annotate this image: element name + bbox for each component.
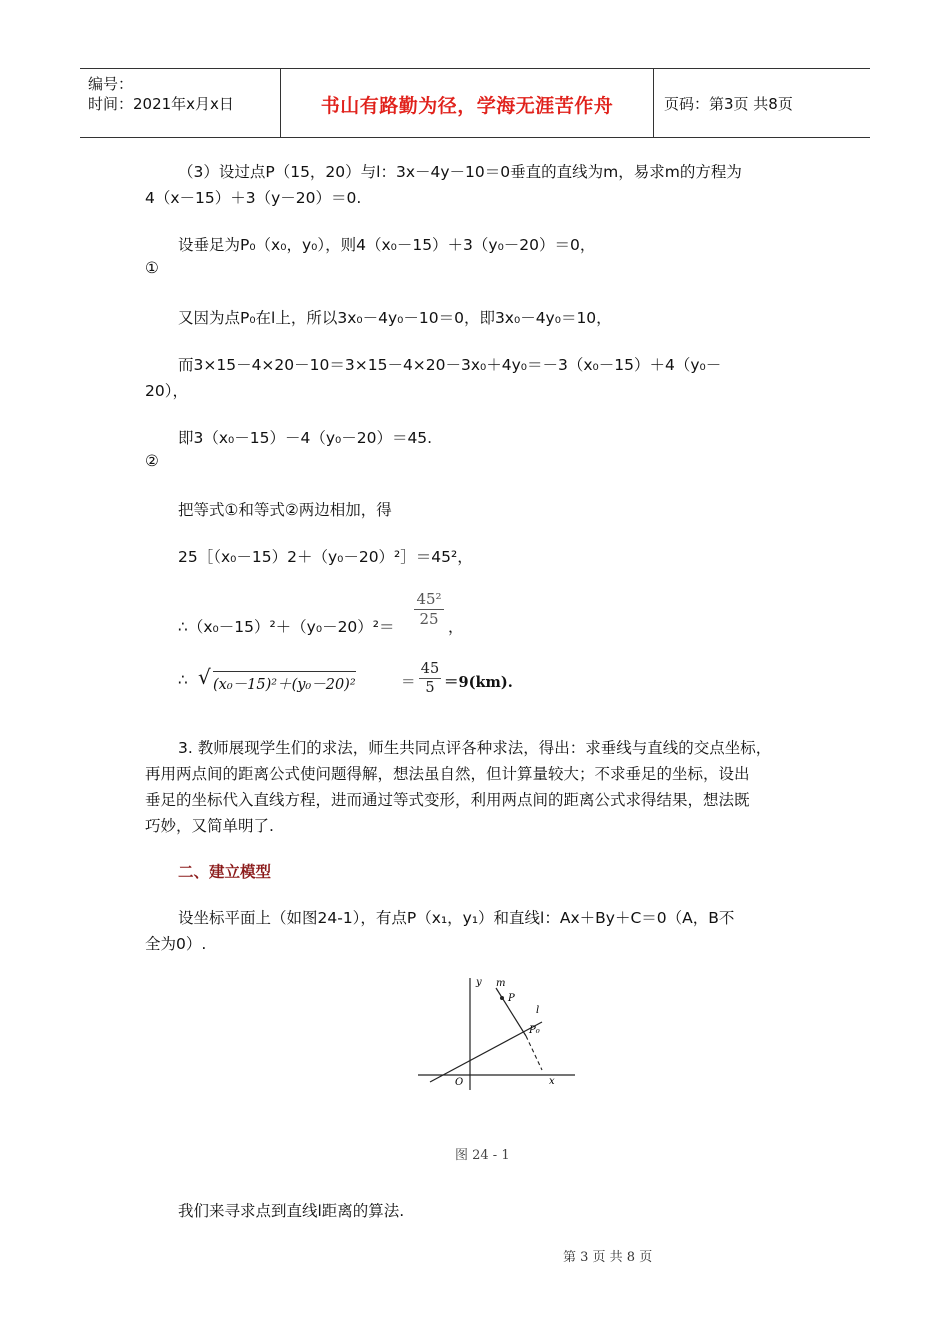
mark-1: ① [145, 259, 159, 277]
label-m: m [496, 978, 506, 989]
section3-line3: 垂足的坐标代入直线方程，进而通过等式变形，利用两点间的距离公式求得结果，想法既 [145, 791, 750, 809]
fraction-45sq-over-25 [414, 590, 444, 629]
sum-line: 25［（x₀－15）2＋（y₀－20）²］＝45²， [178, 548, 473, 566]
fraction-45-over-5 [419, 660, 441, 697]
line-l [430, 1022, 542, 1082]
label-O: O [455, 1077, 464, 1088]
fraction-tail: ， [448, 618, 464, 636]
p3-line1: （3）设过点P（15，20）与l：3x－4y－10＝0垂直的直线为m，易求m的方程为 [178, 163, 742, 181]
closing-line: 我们来寻求点到直线l距离的算法. [178, 1202, 405, 1220]
add-equations-line: 把等式①和等式②两边相加，得 [178, 501, 392, 519]
p3-line2: 4（x－15）＋3（y－20）＝0. [145, 189, 362, 207]
section3-line4: 巧妙，又简单明了. [145, 817, 274, 835]
header-table [80, 68, 870, 138]
therefore-symbol-2: ∴ [178, 671, 188, 689]
section-title: 二、建立模型 [178, 863, 272, 881]
fraction-numerator: 45² [416, 590, 442, 608]
figure-24-1 [410, 970, 585, 1095]
label-y: y [476, 977, 482, 988]
figure-caption: 图 24 - 1 [455, 1148, 510, 1163]
header-motto: 书山有路勤为径，学海无涯苦作舟 [320, 95, 614, 117]
foot-line: 设垂足为P₀（x₀，y₀），则4（x₀－15）＋3（y₀－20）＝0， [178, 236, 596, 254]
model-line2: 全为0）. [145, 935, 207, 953]
equation-2-line: 即3（x₀－15）－4（y₀－20）＝45. [178, 429, 433, 447]
point-P [500, 996, 504, 1000]
on-line-statement: 又因为点P₀在l上，所以3x₀－4y₀－10＝0，即3x₀－4y₀＝10， [178, 309, 612, 327]
header-right-cell [654, 69, 870, 137]
label-P0: P₀ [529, 1025, 540, 1036]
page-footer: 第 3 页 共 8 页 [563, 1250, 653, 1265]
label-l: l [536, 1005, 540, 1016]
header-middle-cell [281, 69, 654, 137]
therefore-line-1: ∴（x₀－15）²＋（y₀－20）²＝ [178, 618, 395, 636]
distance-result: ＝9(km). [444, 674, 513, 691]
perpendicular-dashed [526, 1036, 542, 1070]
header-left-cell [80, 69, 281, 137]
fraction2-denominator: 5 [419, 678, 441, 697]
header-page-label: 页码：第3页 共8页 [664, 95, 793, 113]
fraction2-numerator: 45 [420, 661, 440, 677]
time-label: 时间：2021年x月x日 [88, 95, 234, 113]
section3-line1: 3. 教师展现学生们的求法，师生共同点评各种求法，得出：求垂线与直线的交点坐标， [178, 739, 772, 757]
sqrt-expression: (x₀－15)²＋(y₀－20)² [213, 671, 356, 694]
label-x: x [549, 1076, 555, 1087]
mark-2: ② [145, 452, 159, 470]
expansion-line1: 而3×15－4×20－10＝3×15－4×20－3x₀＋4y₀＝－3（x₀－15）＋4（y₀－ [178, 356, 722, 374]
fraction-denominator: 25 [414, 609, 444, 629]
sqrt-sign: √ [198, 665, 211, 689]
model-line1: 设坐标平面上（如图24-1），有点P（x₁，y₁）和直线l：Ax＋By＋C＝0（A，B不 [178, 909, 735, 927]
expansion-line2: 20）， [145, 382, 188, 400]
serial-label: 编号： [88, 75, 134, 93]
label-P: P [508, 993, 515, 1004]
equals-sign: ＝ [401, 675, 416, 691]
section3-line2: 再用两点间的距离公式使问题得解，想法虽自然，但计算量较大；不求垂足的坐标，设出 [145, 765, 750, 783]
